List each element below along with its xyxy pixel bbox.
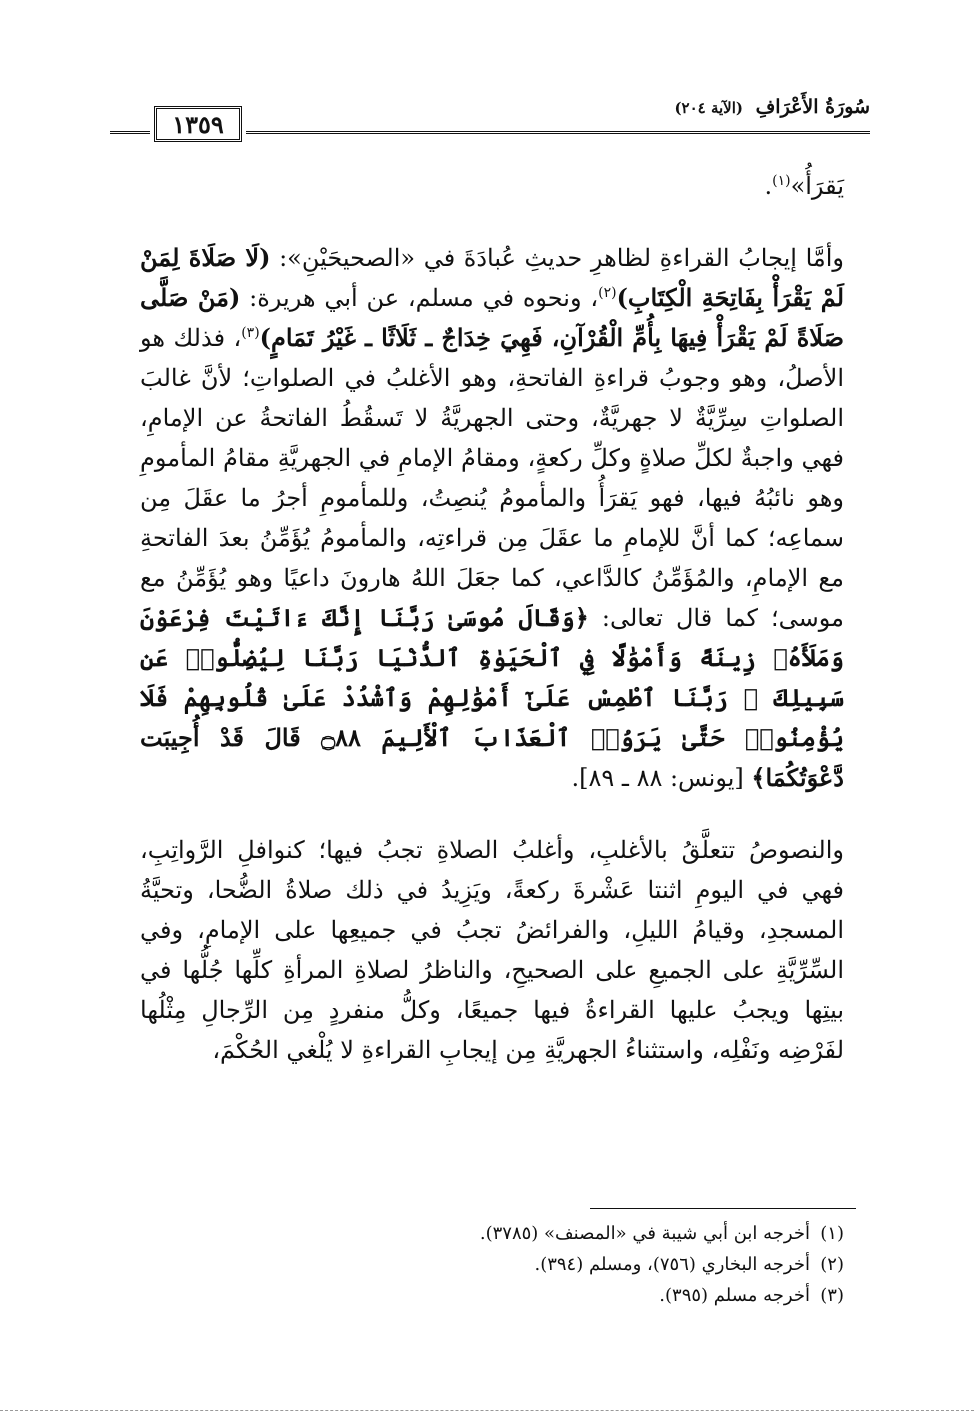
header-rule-left — [110, 131, 150, 134]
running-title — [674, 96, 870, 118]
footnote-text: أخرجه البخاري (٧٥٦)، ومسلم (٣٩٤). — [534, 1254, 810, 1275]
p1-end: . — [764, 172, 773, 200]
page-header — [110, 96, 870, 152]
page-number-box — [154, 106, 242, 142]
paragraph-2 — [140, 238, 844, 798]
header-rule-right — [246, 131, 870, 134]
p2-intro: وأمَّا إيجابُ القراءةِ لظاهرِ حديثِ عُبادَةَ في «الصحيحَيْنِ»: — [270, 244, 844, 272]
quran-verse: ﴿وَقَالَ مُوسَىٰ رَبَّنَا إِنَّكَ ءَاتَيْتَ فِرْعَوْنَ وَمَلَأَهُۥ زِينَةً وَأَمْوَٰلًا فِي ٱلْحَيَوٰةِ ٱلدُّنْيَا رَبَّنَا لِيُضِلُّوا۟ عَن سَبِيلِكَ ۖ رَبَّنَا ٱطْمِسْ عَلَىٰٓ أَمْوَٰلِهِمْ وَٱشْدُدْ عَلَىٰ قُلُوبِهِمْ فَلَا يُؤْمِنُوا۟ حَتَّىٰ يَرَوُا۟ ٱلْعَذَابَ ٱلْأَلِيمَ ۝٨٨ قَالَ قَدْ أُجِيبَت دَّعْوَتُكُمَا﴾ — [140, 603, 844, 792]
footnote-number: (١) — [820, 1223, 844, 1244]
footnote-separator — [590, 1208, 856, 1209]
p3-text: والنصوصُ تتعلَّقُ بالأغلبِ، وأغلبُ الصلاةِ تجبُ فيها؛ كنوافلِ الرَّواتِبِ، فهي في اليومِ اثنتا عَشْرةَ ركعةً، ويَزِيدُ في ذلك صلاةُ الضُّحا، وتحيَّةُ المسجدِ، وقيامُ الليلِ، والفرائضُ تجبُ في جميعِها على الإمامِ، وفي السِّرِّيَّةِ على الجميعِ على الصحيحِ، والناظرُ لصلاةِ المرأةِ كلِّها جُلُّها في بيتِها ويجبُ عليها القراءةُ فيها جميعًا، وكلُّ منفردٍ مِن الرِّجالِ مِثْلُها لفَرْضِه ونَفْلِه، واستثناءُ الجهريَّةِ مِن إيجابِ القراءةِ لا يُلْغي الحُكْمَ، — [140, 836, 844, 1064]
footnote-number: (٢) — [820, 1254, 844, 1275]
paragraph-3 — [140, 830, 844, 1070]
footnotes — [140, 1218, 844, 1311]
footnote-ref-1[interactable]: (١) — [772, 173, 791, 189]
hadith-quote-2: (مَنْ صَلَّى صَلَاةً لَمْ يَقْرَأْ فِيهَا بِأُمِّ الْقُرْآنِ، فَهِيَ خِدَاجٌ ـ ثَلَاثًا ـ غَيْرُ تَمَامٍ) — [140, 283, 845, 352]
footnote-number: (٣) — [820, 1285, 844, 1306]
footnote-ref-3[interactable]: (٣) — [241, 325, 260, 341]
p2-discussion: ، فذلك هو الأصلُ، وهو وجوبُ قراءةِ الفاتحةِ، وهو الأغلبُ في الصلواتِ؛ لأنَّ غالبَ الصلواتِ سِرِّيَّةٌ لا جهريَّةٌ، وحتى الجهريَّةُ لا تَسقُطُ الفاتحةُ عن الإمامِ، فهي واجبةٌ لكلِّ صلاةٍ وكلِّ ركعةٍ، ومقامُ الإمامِ في الجهريَّةِ مقامُ المأمومِ وهو نائبُهُ فيها، فهو يَقرَأُ والمأمومُ يُنصِتُ، وللمأمومِ أجرُ ما عقَلَ مِن سماعِه؛ كما أنَّ للإمامِ ما عقَلَ مِن قراءتِه، والمأمومُ يُؤَمِّنُ بعدَ الفاتحةِ مع الإمامِ، والمُؤَمِّنُ كالدَّاعي، كما جعَلَ اللهُ هارونَ داعيًا وهو يُؤَمِّنُ مع موسى؛ كما قال تعالى: — [140, 324, 845, 632]
footnote-1 — [140, 1218, 844, 1249]
footnote-ref-2[interactable]: (٢) — [598, 285, 617, 301]
main-text — [140, 166, 844, 1070]
page-number: ١٣٥٩ — [172, 109, 224, 139]
paragraph-1 — [140, 166, 844, 206]
footnote-text: أخرجه مسلم (٣٩٥). — [659, 1285, 810, 1306]
ayah-reference: (الآية ٢٠٤) — [674, 99, 743, 117]
p1-text: يَقرَأُ» — [790, 172, 844, 200]
surah-name: سُورَةُ الأَعْرَافِ — [755, 96, 870, 118]
verse-citation: [يونس: ٨٨ ـ ٨٩]. — [571, 764, 752, 792]
scan-edge-line — [0, 1410, 974, 1411]
hadith-quote-1: (لَا صَلَاةَ لِمَنْ لَمْ يَقْرَأْ بِفَاتِحَةِ الْكِتَابِ) — [140, 243, 845, 312]
footnote-2 — [140, 1249, 844, 1280]
p2-middle: ، ونحوه في مسلم، عن أبي هريرة: — [240, 284, 599, 312]
footnote-text: أخرجه ابن أبي شيبة في «المصنف» (٣٧٨٥). — [479, 1223, 810, 1244]
footnote-3 — [140, 1280, 844, 1311]
